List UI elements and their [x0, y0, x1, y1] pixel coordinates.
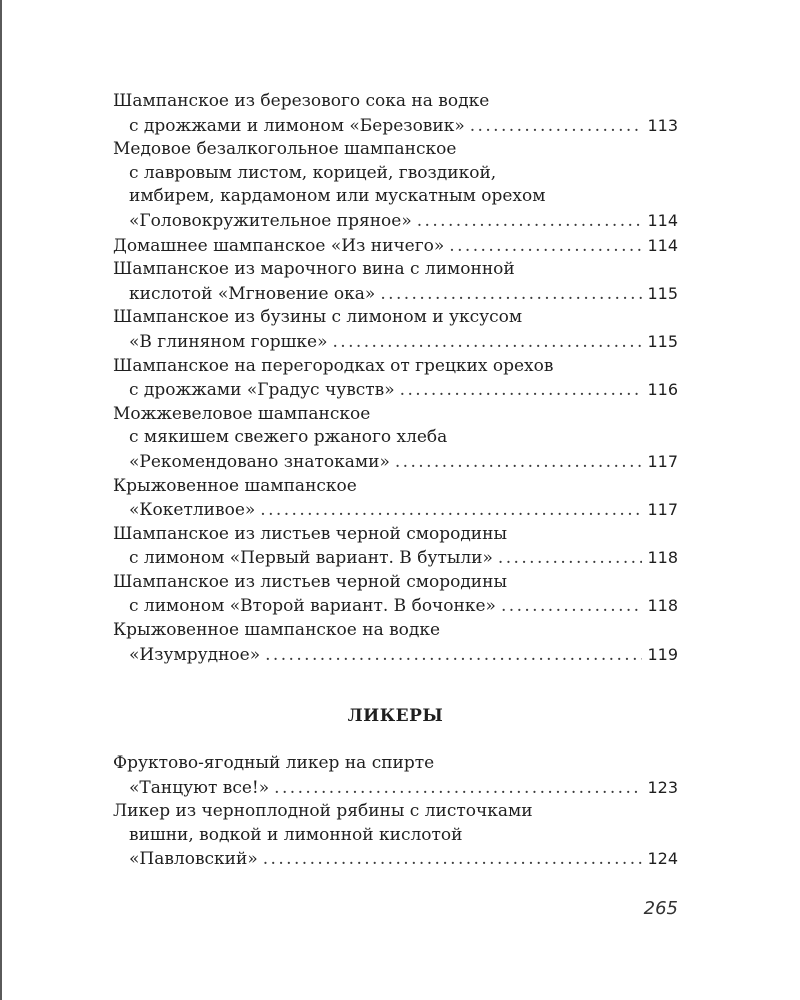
toc-entry-title: «Изумрудное» — [129, 644, 261, 665]
dot-leader — [395, 451, 643, 475]
toc-entry-title: с лимоном «Второй вариант. В бочонке» — [129, 596, 496, 617]
toc-entry — [113, 258, 678, 306]
toc-entry — [113, 306, 678, 354]
toc-entry-line — [113, 330, 678, 355]
toc-entry — [113, 800, 678, 872]
toc-entry-line — [113, 378, 678, 403]
toc-entry-title: «Павловский» — [129, 849, 258, 870]
toc-entry — [113, 403, 678, 475]
toc-entry-title: с дрожжами и лимоном «Березовик» — [129, 115, 465, 136]
toc-entry-page: 118 — [647, 596, 678, 616]
toc-entry-page: 117 — [647, 451, 678, 471]
toc-entry — [113, 523, 678, 571]
toc-entry-page: 117 — [647, 500, 678, 520]
toc-entry — [113, 619, 678, 667]
toc-entry-line — [113, 847, 678, 872]
toc-entry-line — [113, 282, 678, 307]
toc-entry-line: имбирем, кардамоном или мускатным орехом — [129, 186, 546, 207]
toc-entry — [113, 355, 678, 403]
dot-leader — [380, 283, 642, 307]
toc-entry — [113, 90, 678, 138]
dot-leader — [498, 547, 643, 571]
toc-entry-line: вишни, водкой и лимонной кислотой — [129, 824, 463, 845]
toc-entry-line: Медовое безалкогольное шампанское — [113, 139, 457, 160]
toc-entry-title: «Головокружительное пряное» — [129, 210, 412, 231]
toc-entry-page: 124 — [647, 849, 678, 869]
dot-leader — [400, 379, 643, 403]
toc-entry-line — [113, 234, 678, 259]
toc-entry-line — [113, 209, 678, 234]
toc-entry-page: 113 — [647, 115, 678, 135]
dot-leader — [449, 235, 642, 259]
dot-leader — [265, 644, 642, 668]
toc-entry-line — [113, 546, 678, 571]
toc-entry-page: 115 — [647, 283, 678, 303]
dot-leader — [263, 848, 643, 872]
page-number: 265 — [643, 898, 678, 919]
toc-entry — [113, 752, 678, 800]
toc-entry-page: 119 — [647, 644, 678, 664]
toc-entry-page: 115 — [647, 331, 678, 351]
toc-list-champagne — [113, 90, 678, 667]
toc-entry-line: Крыжовенное шампанское — [113, 475, 357, 496]
toc-entry-page: 118 — [647, 548, 678, 568]
toc-entry-page: 114 — [647, 235, 678, 255]
toc-entry-page: 116 — [647, 380, 678, 400]
toc-entry-line: Можжевеловое шампанское — [113, 403, 371, 424]
toc-entry-line — [113, 450, 678, 475]
toc-entry-line — [113, 776, 678, 801]
toc-entry-line: с мякишем свежего ржаного хлеба — [129, 427, 448, 448]
dot-leader — [260, 499, 642, 523]
toc-entry — [113, 234, 678, 259]
toc-entry-line — [113, 643, 678, 668]
toc-entry-line: Шампанское из листьев черной смородины — [113, 523, 507, 544]
toc-entry-line: Крыжовенное шампанское на водке — [113, 620, 441, 641]
toc-entry-line — [113, 114, 678, 139]
toc-entry-title: «Танцуют все!» — [129, 777, 270, 798]
toc-entry-line: Шампанское из бузины с лимоном и уксусом — [113, 307, 523, 328]
toc-entry-line: Ликер из черноплодной рябины с листочками — [113, 801, 533, 822]
toc-entry-line: с лавровым листом, корицей, гвоздикой, — [129, 162, 497, 183]
toc-entry-title: кислотой «Мгновение ока» — [129, 283, 376, 304]
toc-entry-line: Шампанское из марочного вина с лимонной — [113, 259, 515, 280]
toc-entry-title: с лимоном «Первый вариант. В бутыли» — [129, 548, 493, 569]
toc-list-liqueurs — [113, 752, 678, 872]
toc-entry-line — [113, 498, 678, 523]
toc-entry-line: Фруктово-ягодный ликер на спирте — [113, 753, 435, 773]
dot-leader — [417, 210, 643, 234]
dot-leader — [274, 777, 642, 801]
toc-entry-title: Домашнее шампанское «Из ничего» — [113, 235, 445, 256]
toc-entry-page: 114 — [647, 210, 678, 230]
toc-entry — [113, 571, 678, 619]
toc-entry-page: 123 — [647, 777, 678, 797]
toc-entry-title: «Кокетливое» — [129, 500, 256, 521]
dot-leader — [501, 595, 643, 619]
toc-entry-title: «В глиняном горшке» — [129, 331, 328, 352]
section-heading: ЛИКЕРЫ — [347, 706, 444, 726]
toc-entry-line: Шампанское из березового сока на водке — [113, 91, 490, 111]
toc-entry-line: Шампанское на перегородках от грецких орехов — [113, 355, 554, 376]
dot-leader — [470, 115, 643, 139]
toc-entry — [113, 475, 678, 523]
toc-entry-title: «Рекомендовано знатоками» — [129, 451, 390, 472]
dot-leader — [333, 331, 643, 355]
toc-entry-line — [113, 594, 678, 619]
toc-entry-title: с дрожжами «Градус чувств» — [129, 380, 395, 401]
toc-entry — [113, 138, 678, 233]
toc-entry-line: Шампанское из листьев черной смородины — [113, 571, 507, 592]
